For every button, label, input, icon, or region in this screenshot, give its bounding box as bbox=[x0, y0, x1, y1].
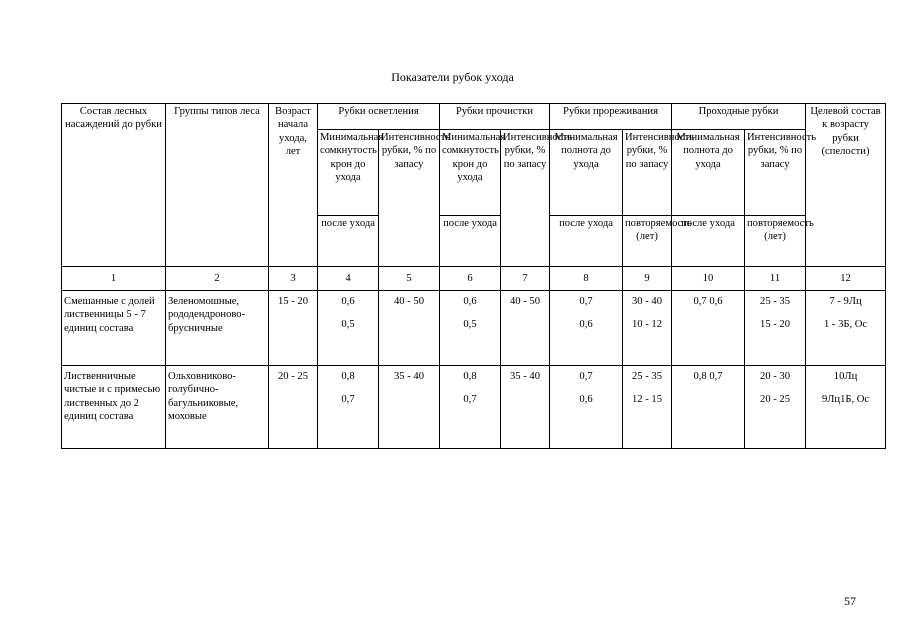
value-target-secondary: 9Лц1Б, Ос bbox=[821, 394, 870, 406]
value-after: 0,5 bbox=[341, 319, 355, 331]
header-intensity-7: Интенсивность рубки, % по запасу bbox=[501, 130, 550, 267]
value-repeat: 10 - 12 bbox=[632, 319, 663, 331]
value-after: 0,7 bbox=[341, 394, 355, 406]
value-intensity: 30 - 40 bbox=[632, 296, 663, 307]
header-start-age: Возраст начала ухода, лет bbox=[269, 104, 318, 267]
header-cleaning: Рубки прочистки bbox=[440, 104, 550, 130]
column-number: 6 bbox=[440, 267, 501, 291]
value-repeat: 20 - 25 bbox=[760, 394, 791, 406]
value-target-main: 7 - 9Лц bbox=[829, 296, 862, 307]
value-before: 0,6 bbox=[463, 296, 477, 307]
cell-c9 bbox=[623, 366, 672, 449]
column-number: 3 bbox=[269, 267, 318, 291]
value-intensity: 25 - 35 bbox=[760, 296, 791, 307]
cell-c11 bbox=[745, 291, 806, 366]
header-repeat-11: повторяемость (лет) bbox=[745, 216, 806, 267]
cell-forest-group: Зеленомошные, рододендроново-брусничные bbox=[166, 291, 269, 366]
header-min-density-8: Минимальная полнота до ухода bbox=[550, 130, 623, 216]
header-passage: Проходные рубки bbox=[672, 104, 806, 130]
cell-c10: 0,8 0,7 bbox=[672, 366, 745, 449]
column-number: 5 bbox=[379, 267, 440, 291]
cell-c12 bbox=[806, 291, 886, 366]
cell-c9 bbox=[623, 291, 672, 366]
cell-start-age: 15 - 20 bbox=[269, 291, 318, 366]
column-number: 12 bbox=[806, 267, 886, 291]
cell-c7: 35 - 40 bbox=[501, 366, 550, 449]
header-intensity-9: Интенсивность рубки, % по запасу bbox=[623, 130, 672, 216]
header-intensity-11: Интенсивность рубки, % по запасу bbox=[745, 130, 806, 216]
value-target-secondary: 1 - 3Б, Ос bbox=[823, 319, 868, 331]
header-after-6: после ухода bbox=[440, 216, 501, 267]
value-before: 0,8 bbox=[341, 371, 355, 382]
column-number-row bbox=[62, 267, 886, 291]
column-number: 4 bbox=[318, 267, 379, 291]
cell-forest-group: Ольховниково-голубично-багульниковые, моховые bbox=[166, 366, 269, 449]
header-after-8: после ухода bbox=[550, 216, 623, 267]
value-repeat: 12 - 15 bbox=[632, 394, 663, 406]
page-number: 57 bbox=[844, 594, 856, 608]
header-composition: Состав лесных насаждений до рубки bbox=[62, 104, 166, 267]
value-after: 0,6 bbox=[579, 319, 593, 331]
header-clearing: Рубки осветления bbox=[318, 104, 440, 130]
cell-composition: Лиственничные чистые и с примесью лиственных до 2 единиц состава bbox=[62, 366, 166, 449]
cell-c10: 0,7 0,6 bbox=[672, 291, 745, 366]
header-min-closure-6: Минимальная сомкнутость крон до ухода bbox=[440, 130, 501, 216]
header-after-10: после ухода bbox=[672, 216, 745, 267]
column-number: 1 bbox=[62, 267, 166, 291]
value-target-main: 10Лц bbox=[833, 371, 858, 382]
cell-c7: 40 - 50 bbox=[501, 291, 550, 366]
cell-c11 bbox=[745, 366, 806, 449]
header-after-4: после ухода bbox=[318, 216, 379, 267]
column-number: 11 bbox=[745, 267, 806, 291]
header-target: Целевой состав к возрасту рубки (спелости) bbox=[806, 104, 886, 267]
header-repeat-9: повторяемость (лет) bbox=[623, 216, 672, 267]
header-row-1 bbox=[62, 104, 886, 130]
column-number: 7 bbox=[501, 267, 550, 291]
column-number: 9 bbox=[623, 267, 672, 291]
cell-c6 bbox=[440, 291, 501, 366]
cell-start-age: 20 - 25 bbox=[269, 366, 318, 449]
header-thinning: Рубки прореживания bbox=[550, 104, 672, 130]
header-min-closure-4: Минимальная сомкнутость крон до ухода bbox=[318, 130, 379, 216]
header-forest-groups: Группы типов леса bbox=[166, 104, 269, 267]
value-before: 0,8 bbox=[463, 371, 477, 382]
cell-c4 bbox=[318, 366, 379, 449]
value-intensity: 20 - 30 bbox=[760, 371, 791, 382]
header-intensity-5: Интенсивность рубки, % по запасу bbox=[379, 130, 440, 267]
value-repeat: 15 - 20 bbox=[760, 319, 791, 331]
value-before: 0,7 bbox=[579, 296, 593, 307]
value-after: 0,7 bbox=[463, 394, 477, 406]
cell-c6 bbox=[440, 366, 501, 449]
table-row bbox=[62, 291, 886, 366]
cell-composition: Смешанные с долей лиственницы 5 - 7 единиц состава bbox=[62, 291, 166, 366]
cell-c12 bbox=[806, 366, 886, 449]
cell-c8 bbox=[550, 366, 623, 449]
value-before: 0,6 bbox=[341, 296, 355, 307]
table-row bbox=[62, 366, 886, 449]
value-after: 0,5 bbox=[463, 319, 477, 331]
table-title: Показатели рубок ухода bbox=[391, 70, 514, 84]
cell-c5: 35 - 40 bbox=[379, 366, 440, 449]
column-number: 8 bbox=[550, 267, 623, 291]
column-number: 2 bbox=[166, 267, 269, 291]
value-before: 0,7 bbox=[579, 371, 593, 382]
thinning-indicators-table bbox=[61, 103, 886, 449]
header-min-density-10: Минимальная полнота до ухода bbox=[672, 130, 745, 216]
column-number: 10 bbox=[672, 267, 745, 291]
cell-c5: 40 - 50 bbox=[379, 291, 440, 366]
cell-c4 bbox=[318, 291, 379, 366]
value-intensity: 25 - 35 bbox=[632, 371, 663, 382]
cell-c8 bbox=[550, 291, 623, 366]
value-after: 0,6 bbox=[579, 394, 593, 406]
